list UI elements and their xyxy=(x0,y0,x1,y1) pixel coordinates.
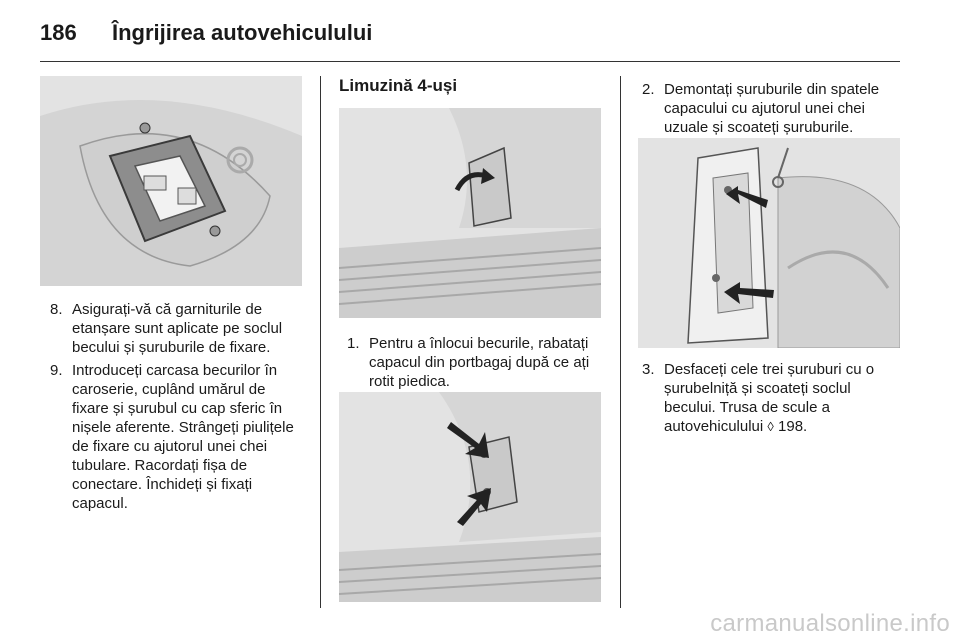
figure-lamp-housing xyxy=(40,76,302,286)
step-1 xyxy=(347,334,603,391)
step-text: Introduceți carcasa becurilor în caroserie, cuplând umărul de fixare și șurubul cu cap sferic în nișele aferente. Strângeți piulițele de fixare cu ajutorul unei chei tubulare. Racordați fișa de conectare. Închideți și fixați capacul. xyxy=(72,362,294,512)
step-number: 1. xyxy=(347,335,360,352)
step-8 xyxy=(50,300,306,357)
right-steps-list-bottom xyxy=(642,360,904,440)
header-rule xyxy=(40,61,900,62)
step-number: 9. xyxy=(50,362,63,379)
lamp-socket-illustration xyxy=(638,138,900,348)
page-header xyxy=(40,14,920,58)
left-steps-list xyxy=(50,300,306,517)
step-text: Desfaceți cele trei șuruburi cu o șurubelniță și scoateți soclul becului. Trusa de scule a autovehiculului xyxy=(664,361,875,435)
middle-steps-list xyxy=(347,334,603,395)
section-heading: Limuzină 4-uși xyxy=(339,76,458,95)
page-ref[interactable]: 198. xyxy=(778,418,808,435)
column-divider-right xyxy=(620,76,621,608)
cover-screws-illustration xyxy=(339,392,601,602)
page-title: Îngrijirea autovehiculului xyxy=(112,20,373,45)
step-text: Asigurați-vă că garniturile de etanșare sunt aplicate pe soclul becului și șuruburile de fixare. xyxy=(72,301,283,356)
step-9 xyxy=(50,361,306,513)
step-number: 2. xyxy=(642,81,655,98)
watermark: carmanualsonline.info xyxy=(710,610,950,637)
page-number: 186 xyxy=(40,20,77,45)
step-text: Pentru a înlocui becurile, rabatați capacul din portbagaj după ce ați rotit piedica. xyxy=(369,335,590,390)
lamp-housing-illustration xyxy=(40,76,302,286)
step-3 xyxy=(642,360,904,436)
page-ref-symbol: ◊ xyxy=(767,419,774,434)
figure-trunk-cover-screws xyxy=(339,392,601,602)
trunk-cover-illustration xyxy=(339,108,601,318)
figure-lamp-socket xyxy=(638,138,900,348)
step-number: 3. xyxy=(642,361,655,378)
step-2 xyxy=(642,80,904,137)
figure-trunk-cover-rotate xyxy=(339,108,601,318)
step-text: Demontați șuruburile din spatele capacului cu ajutorul unei chei uzuale și scoateți șuruburile. xyxy=(664,81,880,136)
column-divider-left xyxy=(320,76,321,608)
right-steps-list-top xyxy=(642,80,904,141)
step-number: 8. xyxy=(50,301,63,318)
